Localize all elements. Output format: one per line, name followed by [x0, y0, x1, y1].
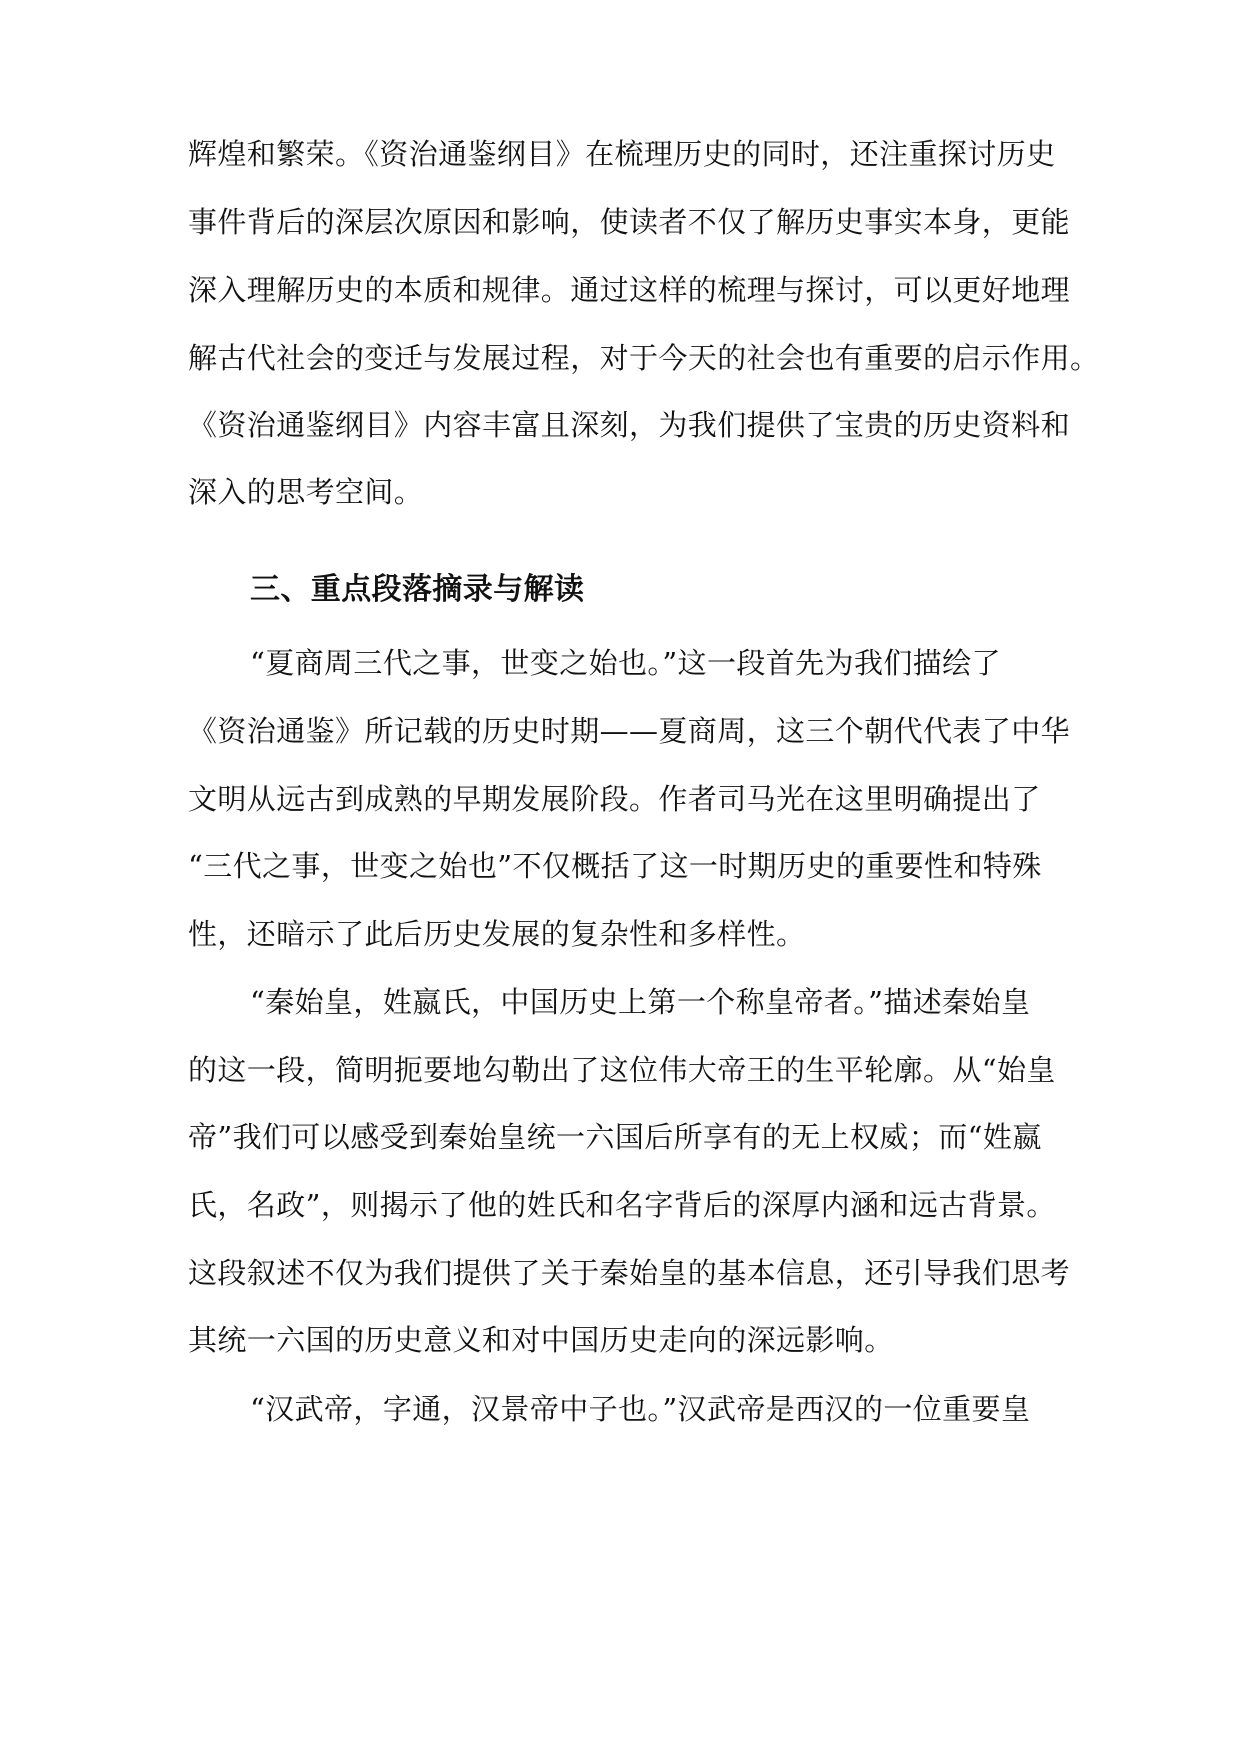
paragraph-line: 氏，名政”，则揭示了他的姓氏和名字背后的深厚内涵和远古背景。 — [188, 1188, 1056, 1222]
paragraph-line: “三代之事，世变之始也”不仅概括了这一时期历史的重要性和特殊 — [188, 849, 1042, 883]
paragraph-line: 事件背后的深层次原因和影响，使读者不仅了解历史事实本身，更能 — [188, 205, 1071, 239]
paragraph-line: 文明从远古到成熟的早期发展阶段。作者司马光在这里明确提出了 — [188, 782, 1041, 816]
paragraph-line: 性，还暗示了此后历史发展的复杂性和多样性。 — [188, 917, 806, 951]
paragraph-line: 深入理解历史的本质和规律。通过这样的梳理与探讨，可以更好地理 — [188, 273, 1071, 307]
paragraph-line: 其统一六国的历史意义和对中国历史走向的深远影响。 — [188, 1323, 894, 1357]
paragraph-line: 《资治通鉴纲目》内容丰富且深刻，为我们提供了宝贵的历史资料和 — [188, 408, 1071, 442]
section-heading: 三、重点段落摘录与解读 — [250, 572, 585, 607]
paragraph-line: 《资治通鉴》所记载的历史时期——夏商周，这三个朝代代表了中华 — [188, 714, 1071, 748]
paragraph-line: “夏商周三代之事，世变之始也。”这一段首先为我们描绘了 — [250, 646, 1001, 680]
paragraph-line: 深入的思考空间。 — [188, 475, 424, 509]
paragraph-line: 帝”我们可以感受到秦始皇统一六国后所享有的无上权威；而“姓嬴 — [188, 1120, 1042, 1154]
paragraph-line: 辉煌和繁荣。《资治通鉴纲目》在梳理历史的同时，还注重探讨历史 — [188, 137, 1056, 171]
paragraph-line: 这段叙述不仅为我们提供了关于秦始皇的基本信息，还引导我们思考 — [188, 1256, 1071, 1290]
paragraph-line: “秦始皇，姓嬴氏，中国历史上第一个称皇帝者。”描述秦始皇 — [250, 985, 1031, 1019]
paragraph-line: 的这一段，简明扼要地勾勒出了这位伟大帝王的生平轮廓。从“始皇 — [188, 1053, 1056, 1087]
paragraph-line: “汉武帝，字通，汉景帝中子也。”汉武帝是西汉的一位重要皇 — [250, 1392, 1031, 1426]
paragraph-line: 解古代社会的变迁与发展过程，对于今天的社会也有重要的启示作用。 — [188, 341, 1100, 375]
